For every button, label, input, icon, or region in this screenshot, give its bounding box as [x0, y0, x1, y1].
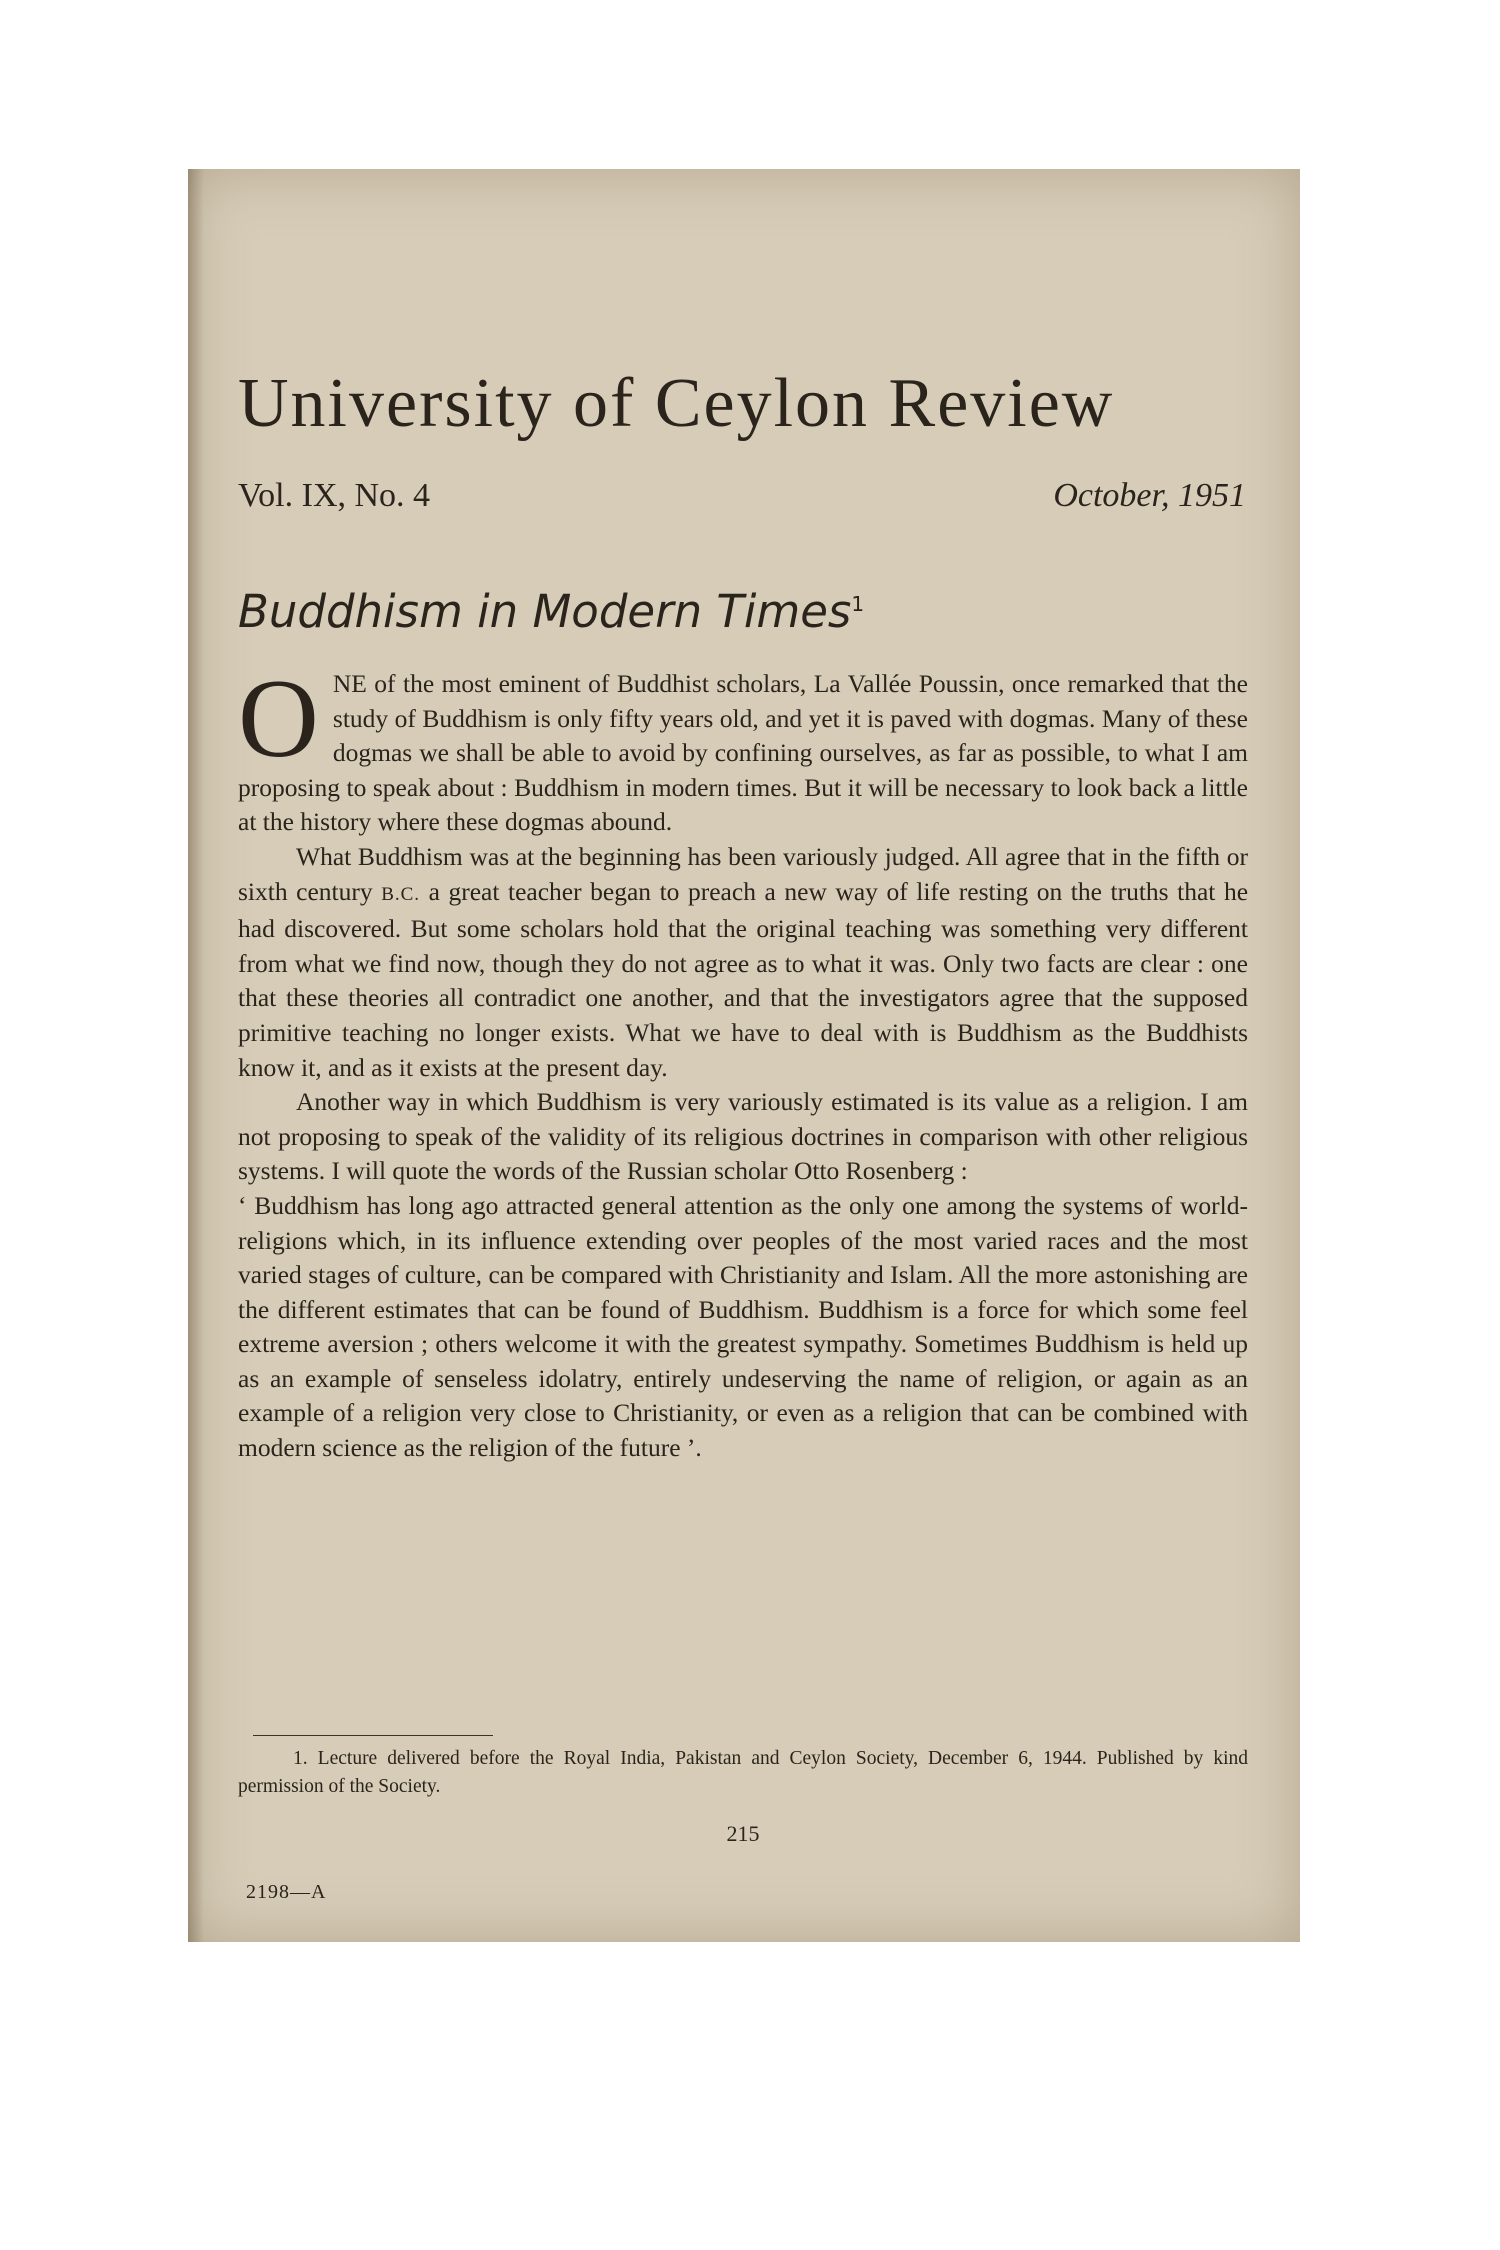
paragraph-1-text: NE of the most eminent of Buddhist scholars, La Vallée Poussin, once remarked that the study of Buddhism is only fifty years old, and yet it is paved with dogmas. Many of these dogmas we shall be able to avoid by confining ourselves, as far as possible, to what I am proposing to speak about : Buddhism in modern times. But it will be necessary to look back a little at the history where these dogmas abound. — [238, 669, 1248, 837]
page-number: 215 — [726, 1821, 760, 1846]
footnote: 1. Lecture delivered before the Royal India, Pakistan and Ceylon Society, December 6, 1944. Published by kind permission of the Society. — [238, 1748, 1248, 1797]
footnote-divider — [253, 1735, 493, 1736]
paragraph-3: Another way in which Buddhism is very variously estimated is its value as a religion. I am not proposing to speak of the validity of its religious doctrines in comparison with other religious systems. I will quote the words of the Russian scholar Otto Rosenberg : — [238, 1087, 1248, 1186]
scanned-page — [188, 169, 1300, 1942]
footnote-marker: 1 — [851, 592, 865, 616]
block-quote: ‘ Buddhism has long ago attracted general attention as the only one among the systems of world-religions which, in its influence extending over peoples of the most varied races and the most varied stages of culture, can be compared with Christianity and Islam. All the more astonishing are the different estimates that can be found of Buddhism. Buddhism is a force for which some feel extreme aversion ; others welcome it with the greatest sympathy. Sometimes Buddhism is held up as an example of senseless idolatry, entirely undeserving the name of religion, or again as an example of a religion very close to Christianity, or even as a religion that can be combined with modern science as the religion of the future ’. — [238, 1190, 1248, 1463]
drop-cap: O — [238, 657, 319, 781]
volume-number: Vol. IX, No. 4 — [238, 477, 431, 514]
printer-signature: 2198—A — [246, 1881, 327, 1903]
journal-title: University of Ceylon Review — [238, 365, 1115, 442]
paragraph-1 — [238, 657, 1248, 840]
era-abbreviation: B.C. — [381, 883, 421, 905]
journal-page — [238, 169, 1248, 1942]
paragraph-2-text-a: What Buddhism was at the beginning has been variously judged. All agree that in the fifth or sixth century — [238, 841, 1248, 906]
article-body — [238, 657, 1249, 1466]
paragraph-2-text-b: a great teacher began to preach a new way of life resting on the truths that he had discovered. But some scholars hold that the original teaching was something very different from what we find now, though they do not agree as to what it was. Only two facts are clear : one that these theories all contradict one another, and that the investigators agree that the supposed primitive teaching no longer exists. What we have to deal with is Buddhism as the Buddhists know it, and as it exists at the present day. — [238, 876, 1249, 1082]
issue-date: October, 1951 — [1053, 477, 1246, 514]
article-title-text: Buddhism in Modern Times — [238, 585, 852, 638]
article-title — [238, 585, 865, 638]
paragraph-2 — [238, 840, 1248, 1085]
